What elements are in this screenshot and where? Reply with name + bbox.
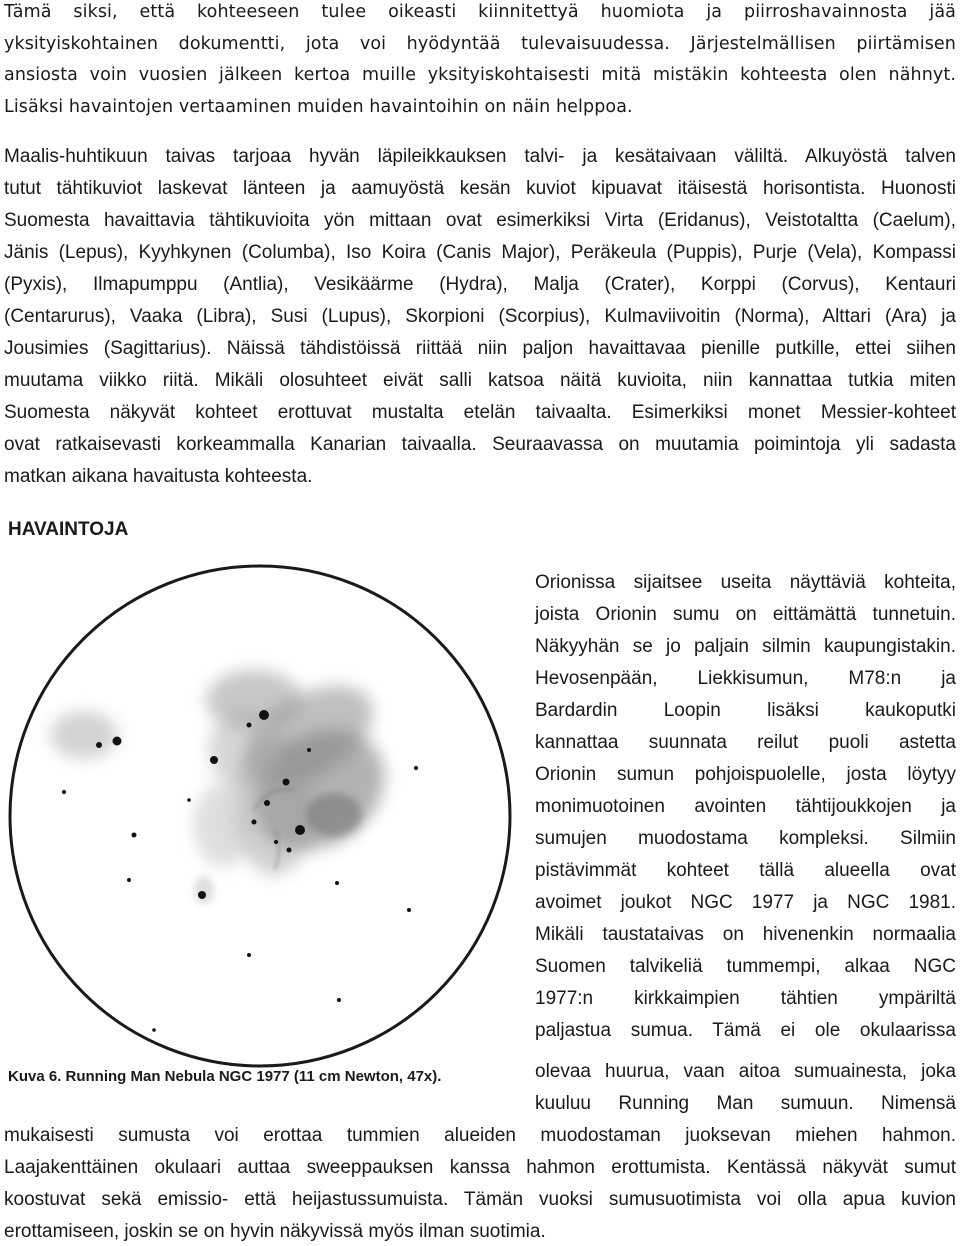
orion-line-2: joista Orionin sumu on eittämättä tunnetuin. [535,604,956,625]
orion-line-1: Orionissa sijaitsee useita näyttäviä kohteita, [535,572,956,593]
intro-line-3: ansiosta voin vuosien jälkeen kertoa muille yksityiskohtaisesti mitä mistäkin kohteesta olen nähnyt. [4,65,956,85]
orion-line-14: 1977:n kirkkaimpien tähtien ympäriltä [535,988,956,1009]
orion-line-5: Bardardin Loopin lisäksi kaukoputki [535,700,956,721]
season-line-8: muutama viikko riitä. Mikäli olosuhteet eivät salli katsoa näitä kuvioita, niin kannattaa tutkia miten [4,370,956,391]
orion-line-10: pistävimmät kohteet tällä alueella ovat [535,860,956,881]
orion-line-8: monimuotoinen avointen tähtijoukkojen ja [535,796,956,817]
season-line-11: matkan aikana havaitusta kohteesta. [4,466,313,487]
orion-line-6: kannattaa suunnata reilut puoli astetta [535,732,956,753]
nebula-glow [50,665,408,904]
closing-line-4: erottamiseen, joskin se on hyvin näkyvissä myös ilman suotimia. [4,1221,546,1242]
orion-line-16: olevaa huurua, vaan aitoa sumuainesta, joka [535,1061,956,1082]
section-heading: HAVAINTOJA [8,519,129,540]
orion-line-7: Orionin sumun pohjoispuolelle, josta löytyy [535,764,956,785]
orion-line-15: paljastua sumua. Tämä ei ole okulaarissa [535,1020,956,1041]
orion-line-12: Mikäli taustataivas on hivenenkin normaalia [535,924,956,945]
orion-line-9: sumujen muodostama kompleksi. Silmiin [535,828,956,849]
orion-line-13: Suomen talvikeliä tummempi, alkaa NGC [535,956,956,977]
orion-line-4: Hevosenpään, Liekkisumun, M78:n ja [535,668,956,689]
season-line-5: (Pyxis), Ilmapumppu (Antlia), Vesikäärme (Hydra), Malja (Crater), Korppi (Corvus), Kentauri [4,274,956,295]
season-line-2: tutut tähtikuviot laskevat länteen ja aamuyöstä kesän kuviot kipuavat itäisestä horisontista. Huonosti [4,178,956,199]
intro-line-4: Lisäksi havaintojen vertaaminen muiden havaintoihin on näin helppoa. [4,97,633,117]
intro-line-2: yksityiskohtainen dokumentti, jota voi hyödyntää tulevaisuudessa. Järjestelmällisen piirtämisen [4,34,956,54]
intro-line-1: Tämä siksi, että kohteeseen tulee oikeasti kiinnitettyä huomiota ja piirroshavainnosta jää [4,2,956,22]
orion-line-11: avoimet joukot NGC 1977 ja NGC 1981. [535,892,956,913]
season-line-10: ovat ratkaisevasti korkeammalla Kanarian taivaalla. Seuraavassa on muutamia poimintoja yli sadasta [4,434,956,455]
closing-line-3: koostuvat sekä emissio- että heijastussumuista. Tämän vuoksi sumusuotimista voi olla apua kuvion [4,1189,956,1210]
season-line-4: Jänis (Lepus), Kyyhkynen (Columba), Iso Koira (Canis Major), Peräkeula (Puppis), Purje (Vela), Kompassi [4,242,956,263]
season-line-3: Suomesta havaittavia tähtikuvioita yön mittaan ovat esimerkiksi Virta (Eridanus), Veistotaltta (Caelum), [4,210,956,231]
orion-line-17: kuuluu Running Man sumuun. Nimensä [535,1093,956,1114]
figure-caption: Kuva 6. Running Man Nebula NGC 1977 (11 cm Newton, 47x). [8,1068,442,1085]
season-line-6: (Centarurus), Vaaka (Libra), Susi (Lupus), Skorpioni (Scorpius), Kulmaviivoitin (Norma), Alttari (Ara) ja [4,306,956,327]
season-line-7: Jousimies (Sagittarius). Näissä tähdistöissä riittää niin paljon havaittavaa pienille putkille, ettei siihen [4,338,956,359]
closing-line-2: Laajakenttäinen okulaari auttaa sweeppauksen kanssa hahmon erottumista. Kentässä näkyvät sumut [4,1157,956,1178]
season-line-9: Suomesta näkyvät kohteet erottuvat mustalta etelän taivaalta. Esimerkiksi monet Messier-kohteet [4,402,956,423]
nebula-sketch-drawing [4,560,516,1072]
closing-line-1: mukaisesti sumusta voi erottaa tummien alueiden muodostaman juoksevan miehen hahmon. [4,1125,956,1146]
season-line-1: Maalis-huhtikuun taivas tarjoaa hyvän läpileikkauksen talvi- ja kesätaivaan väliltä. Alkuyöstä talven [4,146,956,167]
orion-line-3: Näkyyhän se jo paljain silmin kaupungistakin. [535,636,956,657]
